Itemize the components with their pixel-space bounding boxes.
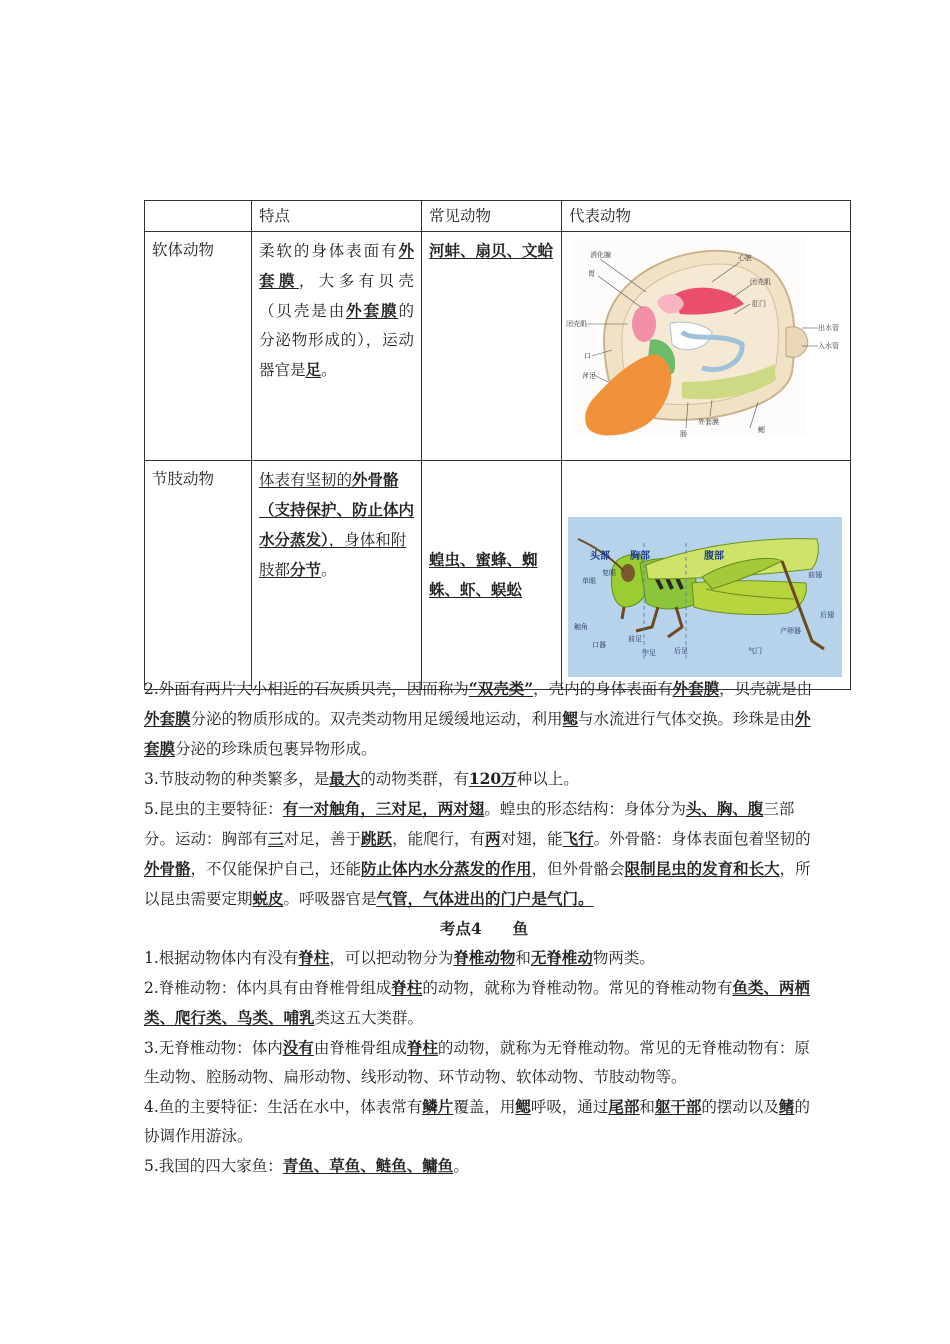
clam-label-digestive-gland: 消化腺 [590, 251, 611, 259]
paragraph-vertebrate-classification: 1.根据动物体内有没有脊柱，可以把动物分为脊椎动物和无脊椎动物两类。 [144, 948, 655, 967]
notes-section [144, 674, 824, 1181]
table-row-mollusk [145, 232, 851, 461]
grasshopper-label-forewing: 前翅 [808, 571, 822, 579]
grasshopper-label-hindwing: 后翅 [820, 611, 834, 619]
paragraph-arthropod-count: 3.节肢动物的种类繁多，是最大的动物类群，有120万种以上。 [144, 769, 579, 788]
arthropod-animals: 蝗虫、蜜蜂、蜘蛛、虾、蜈蚣 [422, 461, 562, 690]
clam-label-mantle: 外套膜 [698, 418, 719, 426]
section-heading-fish: 考点4 鱼 [439, 919, 529, 938]
clam-anatomy-diagram [562, 232, 851, 450]
grasshopper-label-hindleg: 后足 [674, 647, 688, 655]
grasshopper-label-spiracle: 气门 [748, 647, 762, 655]
clam-label-adductor-left: 闭壳肌 [566, 320, 587, 328]
clam-label-intestine: 肠 [680, 430, 687, 438]
paragraph-vertebrates: 2.脊椎动物：体内具有由脊椎骨组成脊柱的动物，就称为脊椎动物。常见的脊椎动物有鱼类、两栖类、爬行类、鸟类、哺乳类这五大类群。 [144, 978, 810, 1027]
clam-label-heart: 心脏 [738, 254, 752, 262]
grasshopper-label-compound-eye: 复眼 [602, 569, 616, 577]
header-representative: 代表动物 [562, 201, 851, 232]
grasshopper-label-ovipositor: 产卵器 [780, 627, 801, 635]
mollusk-feature: 柔软的身体表面有外套膜，大多有贝壳（贝壳是由外套膜的分泌物形成的），运动器官是足。 [252, 232, 422, 461]
grasshopper-label-mouthparts: 口器 [592, 641, 606, 649]
paragraph-invertebrates: 3.无脊椎动物：体内没有由脊椎骨组成脊柱的动物，就称为无脊椎动物。常见的无脊椎动物有：原生动物、腔肠动物、扁形动物、线形动物、环节动物、软体动物、节肢动物等。 [144, 1038, 810, 1086]
clam-label-gill: 鳃 [758, 426, 765, 434]
grasshopper-label-head: 头部 [590, 551, 610, 562]
clam-label-adductor-right: 闭壳肌 [750, 278, 771, 286]
header-feature: 特点 [252, 201, 422, 232]
clam-label-incurrent: 入水管 [818, 342, 839, 350]
mollusk-name: 软体动物 [145, 232, 252, 461]
grasshopper-label-antenna: 触角 [574, 623, 588, 631]
animal-table [144, 200, 851, 690]
grasshopper-label-simple-eye: 单眼 [582, 577, 596, 585]
clam-label-anus: 肛门 [752, 300, 766, 308]
clam-figure-cell [562, 232, 851, 461]
paragraph-insect-features: 5.昆虫的主要特征：有一对触角，三对足，两对翅。蝗虫的形态结构：身体分为头、胸、腹三部分。运动：胸部有三对足，善于跳跃，能爬行，有两对翅，能飞行。外骨骼：身体表面包着坚韧的外骨骼，不仅能保护自己，还能防止体内水分蒸发的作用，但外骨骼会限制昆虫的发育和长大，所以昆虫需要定期蜕皮。呼吸器官是气管，气体进出的门户是气门。 [144, 799, 811, 908]
grasshopper-figure-cell [562, 461, 851, 690]
grasshopper-label-foreleg: 前足 [628, 635, 642, 643]
clam-label-excurrent: 出水管 [818, 324, 839, 332]
header-blank [145, 201, 252, 232]
arthropod-name: 节肢动物 [145, 461, 252, 690]
paragraph-bivalve: 2.外面有两片大小相近的石灰质贝壳，因而称为“双壳类”，壳内的身体表面有外套膜，贝壳就是由外套膜分泌的物质形成的。双壳类动物用足缓缓地运动，利用鳃与水流进行气体交换。珍珠是由外套膜分泌的珍珠质包裹异物形成。 [144, 679, 813, 758]
paragraph-four-carps: 5.我国的四大家鱼：青鱼、草鱼、鲢鱼、鳙鱼。 [144, 1156, 469, 1175]
grasshopper-diagram [562, 461, 851, 679]
table-header-row [145, 201, 851, 232]
clam-label-stomach: 胃 [588, 270, 595, 278]
grasshopper-label-abdomen: 腹部 [704, 551, 724, 562]
arthropod-feature: 体表有坚韧的外骨骼（支持保护、防止体内水分蒸发），身体和附肢都分节。 [252, 461, 422, 690]
mollusk-animals: 河蚌、扇贝、文蛤 [422, 232, 562, 461]
clam-label-foot: 斧足 [582, 372, 596, 380]
table-row-arthropod [145, 461, 851, 690]
clam-label-mouth: 口 [584, 352, 591, 360]
header-common-animals: 常见动物 [422, 201, 562, 232]
grasshopper-label-thorax: 胸部 [630, 551, 650, 562]
paragraph-fish-features: 4.鱼的主要特征：生活在水中，体表常有鳞片覆盖，用鳃呼吸，通过尾部和躯干部的摆动以及鳍的协调作用游泳。 [144, 1097, 810, 1145]
grasshopper-label-midleg: 中足 [642, 649, 656, 657]
